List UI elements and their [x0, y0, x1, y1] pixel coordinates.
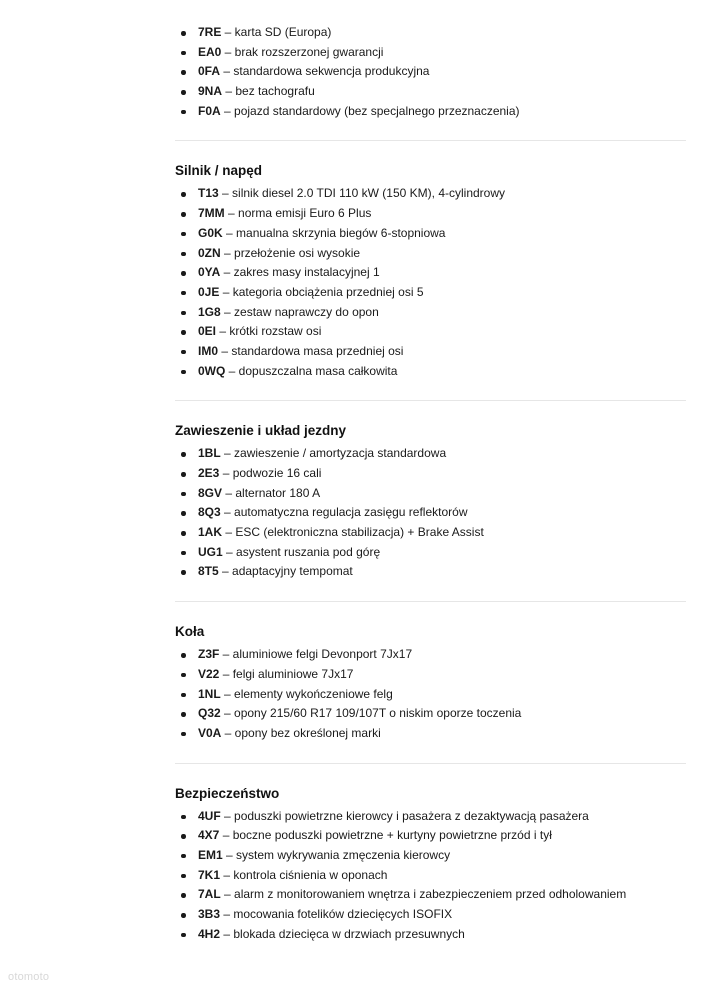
section-title: Silnik / napęd: [175, 163, 263, 179]
option-description: – standardowa sekwencja produkcyjna: [220, 64, 430, 79]
list-item: [175, 184, 686, 204]
list-item: [175, 322, 686, 342]
option-description: – brak rozszerzonej gwarancji: [221, 44, 384, 59]
option-description: – krótki rozstaw osi: [216, 324, 322, 339]
option-description: – kontrola ciśnienia w oponach: [220, 867, 388, 882]
list-item: [175, 885, 686, 905]
item-list: [175, 807, 686, 945]
option-code: 0EI: [198, 324, 217, 339]
option-description: – bez tachografu: [222, 84, 315, 99]
list-item: [175, 263, 686, 283]
list-item: [175, 484, 686, 504]
option-description: – blokada dziecięca w drzwiach przesuwnych: [220, 926, 465, 941]
list-item: [175, 464, 686, 484]
list-item: [175, 685, 686, 705]
option-code: 4H2: [198, 926, 221, 941]
section-suspension: [175, 401, 686, 582]
option-code: 1AK: [198, 525, 223, 540]
option-description: – adaptacyjny tempomat: [218, 564, 353, 579]
section-title: Bezpieczeństwo: [175, 785, 280, 801]
option-code: Q32: [198, 706, 221, 721]
option-description: – ESC (elektroniczna stabilizacja) + Brake Assist: [222, 525, 484, 540]
list-item: [175, 826, 686, 846]
option-code: V0A: [198, 725, 222, 740]
list-item: [175, 905, 686, 925]
option-description: – standardowa masa przedniej osi: [218, 343, 404, 358]
list-item: [175, 724, 686, 744]
section-wheels: [175, 602, 686, 743]
option-code: UG1: [198, 544, 223, 559]
item-list: [175, 184, 686, 381]
option-code: Z3F: [198, 647, 220, 662]
equipment-list: [175, 20, 686, 944]
option-code: 1G8: [198, 304, 221, 319]
item-list: [175, 23, 686, 121]
list-item: [175, 645, 686, 665]
option-description: – manualna skrzynia biegów 6-stopniowa: [222, 225, 446, 240]
option-code: 8T5: [198, 564, 219, 579]
option-code: 0YA: [198, 265, 221, 280]
option-code: 0FA: [198, 64, 221, 79]
list-item: [175, 23, 686, 43]
list-item: [175, 244, 686, 264]
list-item: [175, 665, 686, 685]
list-item: [175, 503, 686, 523]
option-code: 4X7: [198, 828, 220, 843]
option-description: – aluminiowe felgi Devonport 7Jx17: [219, 647, 413, 662]
option-description: – elementy wykończeniowe felg: [220, 686, 393, 701]
item-list: [175, 444, 686, 582]
list-item: [175, 82, 686, 102]
watermark: otomoto: [8, 971, 50, 983]
list-item: [175, 444, 686, 464]
section-engine: [175, 141, 686, 381]
option-code: F0A: [198, 103, 221, 118]
option-code: 3B3: [198, 907, 221, 921]
option-code: 1BL: [198, 446, 221, 461]
option-code: 1NL: [198, 686, 221, 701]
section-misc: [175, 20, 686, 121]
option-description: – opony 215/60 R17 109/107T o niskim oporze toczenia: [220, 706, 522, 721]
option-description: – automatyczna regulacja zasięgu reflektorów: [220, 505, 468, 520]
list-item: [175, 303, 686, 323]
option-description: – zawieszenie / amortyzacja standardowa: [220, 446, 447, 461]
list-item: [175, 704, 686, 724]
option-description: – pojazd standardowy (bez specjalnego przeznaczenia): [220, 103, 520, 118]
list-item: [175, 283, 686, 303]
section-title: Koła: [175, 624, 205, 640]
option-code: 7RE: [198, 25, 222, 39]
list-item: [175, 562, 686, 582]
option-description: – karta SD (Europa): [221, 25, 332, 39]
option-code: 8Q3: [198, 505, 221, 520]
list-item: [175, 204, 686, 224]
option-code: 0ZN: [198, 245, 221, 260]
option-code: EM1: [198, 847, 223, 862]
section-safety: [175, 764, 686, 945]
list-item: [175, 224, 686, 244]
option-description: – boczne poduszki powietrzne + kurtyny powietrzne przód i tył: [219, 828, 552, 843]
list-item: [175, 62, 686, 82]
list-item: [175, 543, 686, 563]
list-item: [175, 43, 686, 63]
option-code: 2E3: [198, 466, 220, 480]
option-code: 0WQ: [198, 363, 226, 378]
list-item: [175, 807, 686, 827]
option-description: – opony bez określonej marki: [221, 725, 381, 740]
option-code: 9NA: [198, 84, 223, 99]
option-description: – silnik diesel 2.0 TDI 110 kW (150 KM), 4-cylindrowy: [218, 186, 506, 201]
option-description: – zestaw naprawczy do opon: [220, 304, 379, 319]
option-code: T13: [198, 186, 219, 201]
option-code: IM0: [198, 343, 219, 358]
option-code: 8GV: [198, 485, 223, 500]
section-title: Zawieszenie i układ jezdny: [175, 423, 347, 439]
option-description: – alternator 180 A: [222, 485, 321, 500]
list-item: [175, 342, 686, 362]
option-description: – system wykrywania zmęczenia kierowcy: [222, 847, 451, 862]
option-code: 7AL: [198, 887, 221, 902]
option-description: – norma emisji Euro 6 Plus: [224, 206, 372, 221]
option-description: – felgi aluminiowe 7Jx17: [219, 666, 354, 681]
list-item: [175, 362, 686, 382]
list-item: [175, 866, 686, 886]
option-description: – podwozie 16 cali: [219, 466, 322, 480]
option-description: – przełożenie osi wysokie: [220, 245, 361, 260]
option-code: G0K: [198, 225, 223, 240]
option-description: – kategoria obciążenia przedniej osi 5: [219, 284, 424, 299]
option-code: 7MM: [198, 206, 225, 221]
option-description: – zakres masy instalacyjnej 1: [220, 265, 380, 280]
option-code: 7K1: [198, 867, 221, 882]
option-code: 4UF: [198, 808, 221, 823]
option-description: – poduszki powietrzne kierowcy i pasażera z dezaktywacją pasażera: [220, 808, 589, 823]
list-item: [175, 102, 686, 122]
list-item: [175, 925, 686, 945]
item-list: [175, 645, 686, 743]
option-description: – asystent ruszania pod górę: [222, 544, 381, 559]
option-description: – dopuszczalna masa całkowita: [225, 363, 398, 378]
option-description: – alarm z monitorowaniem wnętrza i zabezpieczeniem przed odholowaniem: [220, 887, 627, 902]
list-item: [175, 846, 686, 866]
option-description: – mocowania fotelików dziecięcych ISOFIX: [220, 907, 453, 921]
option-code: V22: [198, 666, 220, 681]
option-code: EA0: [198, 44, 222, 59]
list-item: [175, 523, 686, 543]
option-code: 0JE: [198, 284, 220, 299]
